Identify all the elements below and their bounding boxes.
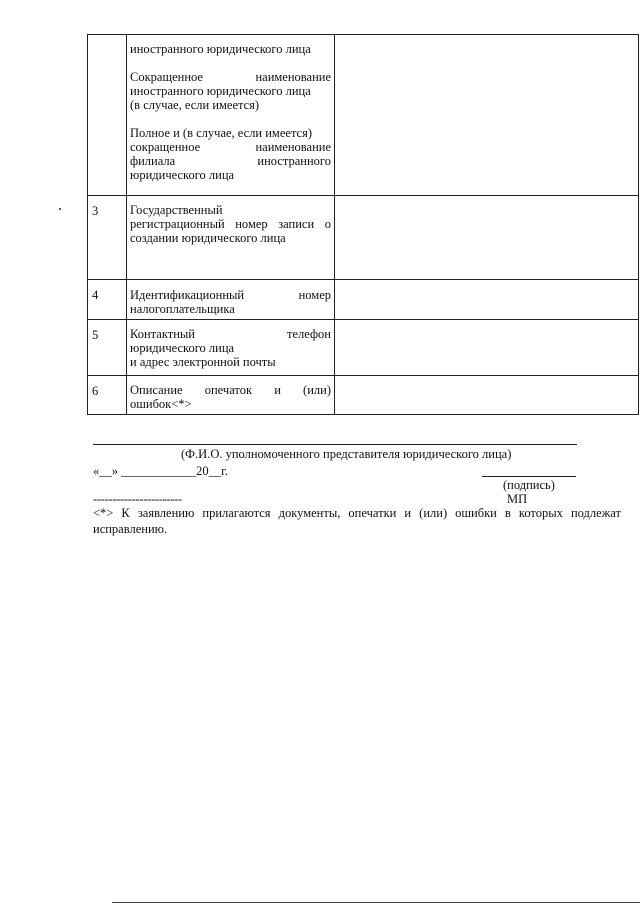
table-row (88, 320, 639, 376)
row-label-cell (127, 35, 335, 196)
signature-underline (482, 476, 576, 477)
footnote-line: <*> К заявлению прилагаются документы, опечатки и (или) ошибки в которых подлежат (93, 506, 621, 520)
table-row (88, 376, 639, 415)
label-paragraph (130, 42, 331, 56)
row-number-cell (88, 35, 127, 196)
table-row (88, 196, 639, 280)
label-line: регистрационный номер записи о (130, 217, 331, 231)
label-line: Государственный (130, 203, 223, 217)
row-label-cell (127, 280, 335, 320)
label-line: создании юридического лица (130, 231, 286, 245)
label-line: (в случае, если имеется) (130, 98, 260, 112)
row-number: 3 (92, 204, 99, 218)
row-label-cell (127, 320, 335, 376)
label-line: иностранного юридического лица (130, 42, 311, 56)
footnote-separator: ----------------------- (93, 492, 182, 506)
row-number: 4 (92, 288, 99, 302)
page-bottom-rule (112, 902, 640, 903)
label-line: юридического лица (130, 168, 235, 182)
label-line: Описание опечаток и (или) (130, 383, 331, 397)
row-value-cell (335, 376, 639, 415)
footnote-line: исправлению. (93, 522, 168, 536)
label-line: филиала иностранного (130, 154, 331, 168)
fio-underline (93, 444, 577, 445)
row-number: 6 (92, 384, 99, 398)
label-line: налогоплательщика (130, 302, 235, 316)
table-row (88, 280, 639, 320)
label-line: Идентификационный номер (130, 288, 331, 302)
label-line: сокращенное наименование (130, 140, 331, 154)
row-number-cell (88, 376, 127, 415)
row-value-cell (335, 280, 639, 320)
label-line: Сокращенное наименование (130, 70, 331, 84)
label-line: ошибок<*> (130, 397, 192, 411)
label-line: и адрес электронной почты (130, 355, 276, 369)
label-paragraph (130, 126, 331, 182)
fio-caption: (Ф.И.О. уполномоченного представителя юридического лица) (181, 447, 512, 461)
footnote (93, 505, 621, 537)
row-number: 5 (92, 328, 99, 342)
date-line: «__» ____________20__г. (93, 464, 228, 478)
scan-speck (59, 208, 61, 210)
table-row (88, 35, 639, 196)
label-line: Контактный телефон (130, 327, 331, 341)
signature-caption: (подпись) (503, 478, 555, 492)
row-number-cell (88, 280, 127, 320)
row-number-cell (88, 196, 127, 280)
application-table-grid (87, 34, 639, 415)
label-line: юридического лица (130, 341, 235, 355)
row-value-cell (335, 320, 639, 376)
row-label-cell (127, 376, 335, 415)
application-table (87, 34, 639, 415)
label-paragraph (130, 70, 331, 112)
row-value-cell (335, 196, 639, 280)
label-line: иностранного юридического лица (130, 84, 311, 98)
row-value-cell (335, 35, 639, 196)
seal-caption: МП (507, 492, 528, 506)
row-number-cell (88, 320, 127, 376)
row-label-cell (127, 196, 335, 280)
label-line: Полное и (в случае, если имеется) (130, 126, 313, 140)
